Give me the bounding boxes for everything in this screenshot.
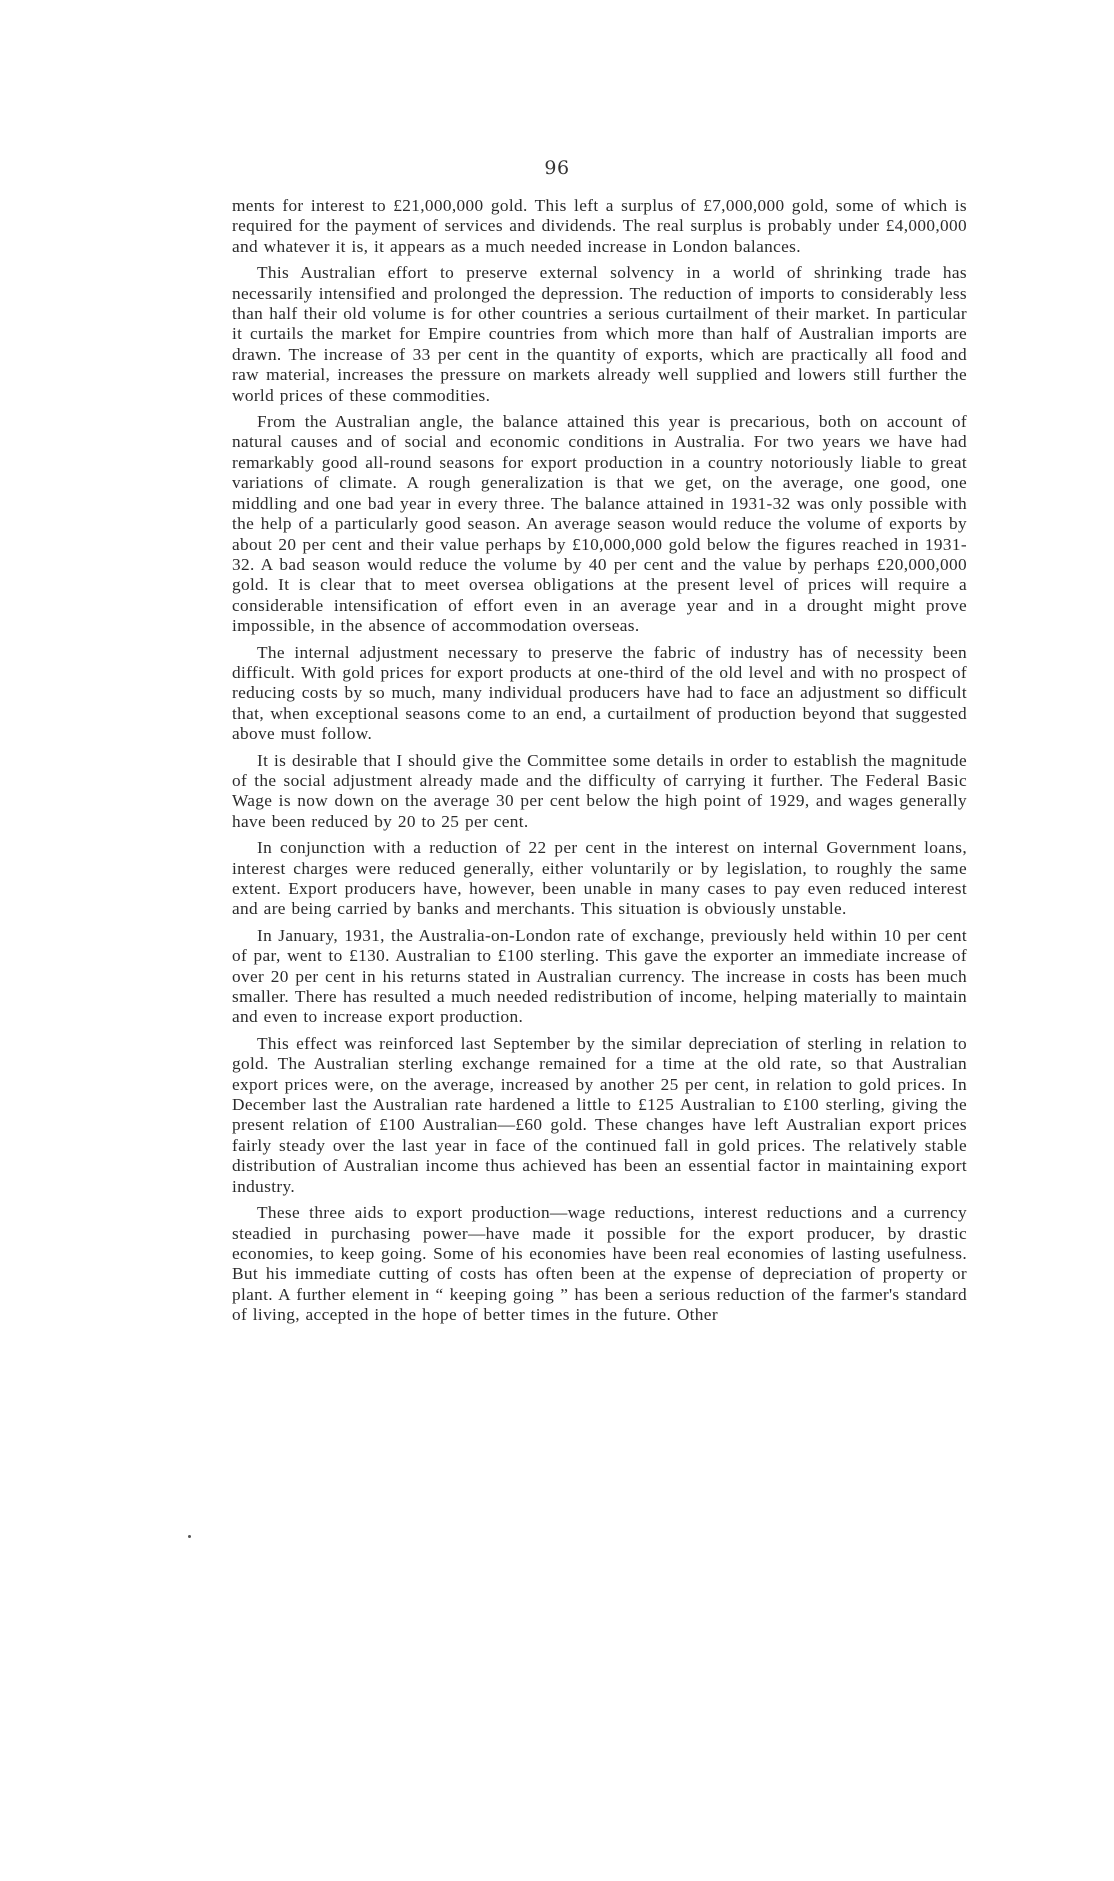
paragraph-6: In conjunction with a reduction of 22 per cent in the interest on internal Government loans, interest charges were reduced generally, either voluntarily or by legislation, to roughly the same extent. Export producers have, however, been unable in many cases to pay even reduced interest and are being carried by banks and merchants. This situation is obviously unstable. <box>232 838 967 919</box>
paragraph-1: ments for interest to £21,000,000 gold. This left a surplus of £7,000,000 gold, some of which is required for the payment of services and dividends. The real surplus is probably under £4,000,000 and whatever it is, it appears as a much needed increase in London balances. <box>232 196 967 256</box>
paragraph-2: This Australian effort to preserve external solvency in a world of shrinking trade has necessarily intensified and prolonged the depression. The reduction of imports to considerably less than half their old volume is for other countries a serious curtailment of their market. In particular it curtails the market for Empire countries from which more than half of Australian imports are drawn. The increase of 33 per cent in the quantity of exports, which are practically all food and raw material, increases the pressure on markets already well supplied and lowers still further the world prices of these commodities. <box>232 263 967 405</box>
page-number: 96 <box>544 157 570 179</box>
paragraph-4: The internal adjustment necessary to preserve the fabric of industry has of necessity been difficult. With gold prices for export products at one-third of the old level and with no prospect of reducing costs by so much, many individual producers have had to face an adjustment so difficult that, when exceptional seasons come to an end, a curtailment of production beyond that suggested above must follow. <box>232 642 967 744</box>
body-text <box>232 196 967 1332</box>
paragraph-8: This effect was reinforced last September by the similar depreciation of sterling in relation to gold. The Australian sterling exchange remained for a time at the old rate, so that Australian export prices were, on the average, increased by another 25 per cent, in relation to gold prices. In December last the Australian rate hardened a little to £125 Australian to £100 sterling, giving the present relation of £100 Australian—£60 gold. These changes have left Australian export prices fairly steady over the last year in face of the continued fall in gold prices. The relatively stable distribution of Australian income thus achieved has been an essential factor in maintaining export industry. <box>232 1033 967 1196</box>
paragraph-9: These three aids to export production—wage reductions, interest reductions and a currency steadied in purchasing power—have made it possible for the export producer, by drastic economies, to keep going. Some of his economies have been real economies of lasting usefulness. But his immediate cutting of costs has often been at the expense of depreciation of property or plant. A further element in “ keeping going ” has been a serious reduction of the farmer's standard of living, accepted in the hope of better times in the future. Other <box>232 1203 967 1325</box>
paragraph-5: It is desirable that I should give the Committee some details in order to establish the magnitude of the social adjustment already made and the difficulty of carrying it further. The Federal Basic Wage is now down on the average 30 per cent below the high point of 1929, and wages generally have been reduced by 20 to 25 per cent. <box>232 750 967 831</box>
paragraph-7: In January, 1931, the Australia-on-London rate of exchange, previously held within 10 per cent of par, went to £130. Australian to £100 sterling. This gave the exporter an immediate increase of over 20 per cent in his returns stated in Australian currency. The increase in costs has been much smaller. There has resulted a much needed redistribution of income, helping materially to maintain and even to increase export production. <box>232 925 967 1027</box>
scan-speck <box>188 1535 191 1538</box>
paragraph-3: From the Australian angle, the balance attained this year is precarious, both on account of natural causes and of social and economic conditions in Australia. For two years we have had remarkably good all-round seasons for export production in a country notoriously liable to great variations of climate. A rough generalization is that we get, on the average, one good, one middling and one bad year in every three. The balance attained in 1931-32 was only possible with the help of a particularly good season. An average season would reduce the volume of exports by about 20 per cent and their value perhaps by £10,000,000 gold below the figures reached in 1931-32. A bad season would reduce the volume by 40 per cent and the value by perhaps £20,000,000 gold. It is clear that to meet oversea obligations at the present level of prices will require a considerable intensification of effort even in an average year and in a drought might prove impossible, in the absence of accommodation overseas. <box>232 412 967 636</box>
